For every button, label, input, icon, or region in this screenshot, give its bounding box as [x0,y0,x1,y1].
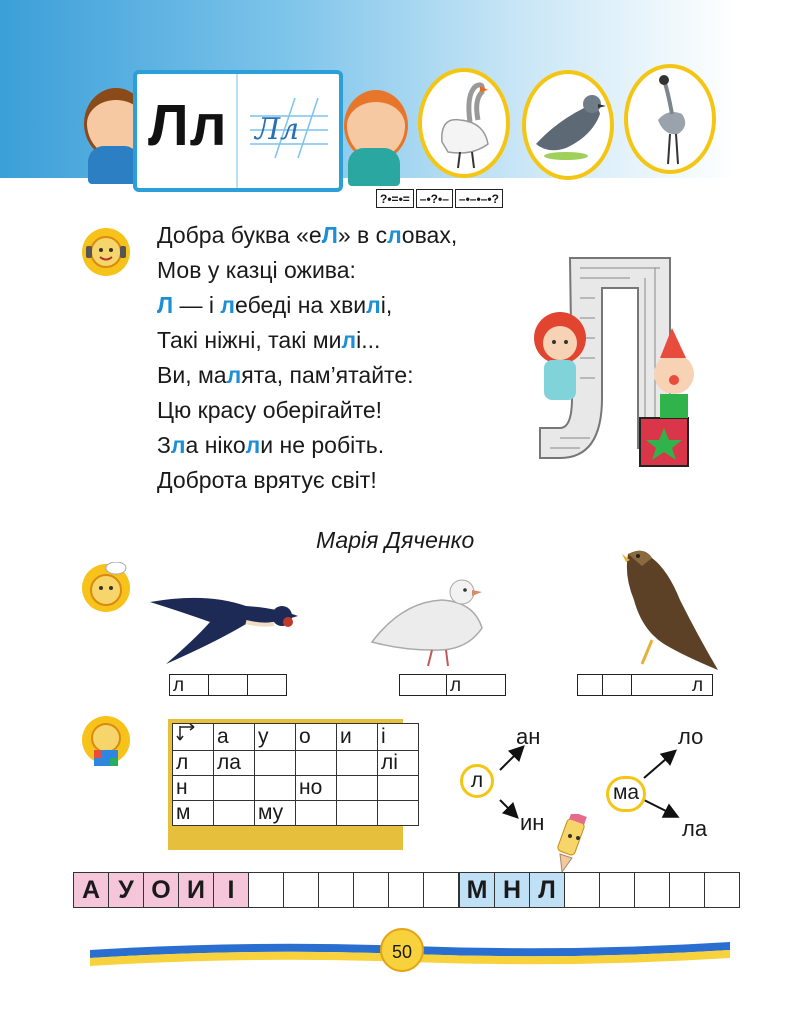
highlighted-letter: Л [321,222,338,248]
strip-cell[interactable]: И [178,872,214,908]
syllable-bottom-right: ла [682,816,708,841]
swallow-letter-boxes [170,674,287,696]
strip-cell[interactable] [248,872,284,908]
letter-box[interactable] [208,674,248,696]
sound-symbol: = [391,191,399,206]
table-cell[interactable]: лі [378,751,419,776]
poem-text: Цю красу оберігайте! [157,397,383,423]
highlighted-letter: л [226,362,242,388]
eagle-letter-boxes [578,674,713,696]
sound-symbol: – [469,191,477,206]
poem-text: » в с [337,222,388,248]
sound-symbol: – [480,191,488,206]
row-consonant: л [173,751,214,776]
sound-symbol: • [426,191,431,206]
strip-cell[interactable] [353,872,389,908]
strip-cell[interactable]: І [213,872,249,908]
page-number: 50 [380,928,424,972]
vowel-strip [74,872,459,908]
syllable-branch-arrows [460,720,760,840]
strip-cell[interactable] [423,872,459,908]
sound-symbol: = [402,191,410,206]
highlighted-letter: л [170,432,186,458]
strip-cell[interactable]: Н [494,872,530,908]
swallow-image [146,572,306,668]
poem-text: З [157,432,171,458]
sound-scheme [376,189,505,208]
strip-cell[interactable] [283,872,319,908]
sound-symbol: – [442,191,449,206]
highlighted-letter: л [387,222,402,248]
sound-symbol: • [476,191,481,206]
sound-symbol: • [487,191,492,206]
pigeon-icon [526,74,610,176]
pencil-icon [548,814,592,874]
eagle-image [598,540,728,676]
table-cell[interactable]: но [296,776,337,801]
row-consonant: м [173,801,214,826]
corner-tab [754,0,800,44]
poem-text: Ви, ма [157,362,227,388]
table-cell[interactable] [337,801,378,826]
letter-box[interactable]: л [169,674,209,696]
letter-box[interactable]: л [631,674,713,696]
consonant-strip [460,872,740,908]
sound-scheme-box [416,189,453,208]
sunflower-thinking-icon [80,562,132,614]
dove-letter-boxes [400,674,506,696]
strip-cell[interactable]: У [108,872,144,908]
sound-symbol: – [419,191,427,206]
table-cell[interactable] [378,801,419,826]
poem-text: — і [173,292,221,318]
sound-symbol: ? [491,191,499,206]
table-cell[interactable] [255,776,296,801]
highlighted-letter: Л [157,292,174,318]
strip-cell[interactable]: А [73,872,109,908]
table-cell[interactable] [214,801,255,826]
strip-cell[interactable]: О [143,872,179,908]
poem-text: Добра буква «е [157,222,322,248]
book-spine [236,74,238,188]
table-cell[interactable] [296,751,337,776]
poem-text: Такі ніжні, такі ми [157,327,342,353]
syllable-center-ma: ма [606,776,646,812]
sound-scheme-box [376,189,414,208]
strip-cell[interactable] [599,872,635,908]
strip-cell[interactable] [564,872,600,908]
sunflower-cube-icon [80,716,132,768]
girl-illustration [340,90,410,186]
pigeon-medallion [522,70,614,180]
poem-text: овах, [401,222,458,248]
dove-image [362,562,502,672]
strip-cell[interactable] [388,872,424,908]
strip-cell[interactable] [669,872,705,908]
sunflower-headphones-icon [80,226,132,278]
letter-box[interactable] [247,674,287,696]
syllable-table [172,723,419,826]
crane-medallion [624,64,716,174]
strip-cell[interactable] [634,872,670,908]
sound-symbol: • [398,191,403,206]
poem-text: и не робіть. [260,432,385,458]
row-consonant: н [173,776,214,801]
table-cell[interactable] [337,751,378,776]
poem-text: і... [356,327,381,353]
table-cell[interactable] [378,776,419,801]
syllable-center-l: л [460,764,494,798]
table-cell[interactable] [296,801,337,826]
highlighted-letter: л [366,292,381,318]
sound-symbol: • [387,191,392,206]
table-header: і [378,724,419,751]
poem-author: Марія Дяченко [316,527,475,553]
table-header: а [214,724,255,751]
table-cell[interactable]: ла [214,751,255,776]
poem-text: а ніко [185,432,246,458]
sound-symbol: ? [430,191,439,206]
strip-cell[interactable]: М [459,872,495,908]
syllable-top-left: ан [516,724,541,749]
letter-box[interactable] [602,674,632,696]
crane-icon [628,68,712,170]
letter-box[interactable] [399,674,447,696]
strip-cell[interactable] [318,872,354,908]
table-cell[interactable]: му [255,801,296,826]
strip-cell[interactable] [704,872,740,908]
poem-text: ята, пам’ятайте: [241,362,414,388]
table-cell[interactable] [255,751,296,776]
sound-scheme-box [455,189,503,208]
sound-symbol: – [458,191,466,206]
letter-title: Лл [148,93,228,158]
syllable-top-right: ло [678,724,704,749]
script-letter: Лл [255,112,300,147]
table-header: и [337,724,378,751]
table-cell[interactable] [337,776,378,801]
highlighted-letter: л [341,327,357,353]
swan-icon [422,72,506,174]
letter-box[interactable] [577,674,603,696]
poem-text: і, [380,292,393,318]
sound-symbol: • [438,191,443,206]
swan-medallion [418,68,510,178]
syllable-bottom-left: ин [520,810,545,835]
strip-cell[interactable]: Л [529,872,565,908]
letter-box[interactable]: л [446,674,506,696]
table-cell[interactable] [214,776,255,801]
poem-text: ебеді на хви [235,292,367,318]
poem-text: Доброта врятує світ! [157,467,377,493]
highlighted-letter: л [245,432,261,458]
letter-l-maze [520,248,710,488]
corner-arrow-icon [173,724,214,751]
poem-text: Мов у казці ожива: [157,257,356,283]
sound-symbol: • [465,191,470,206]
sound-symbol: ? [380,191,388,206]
highlighted-letter: л [220,292,236,318]
table-header: у [255,724,296,751]
table-header: о [296,724,337,751]
